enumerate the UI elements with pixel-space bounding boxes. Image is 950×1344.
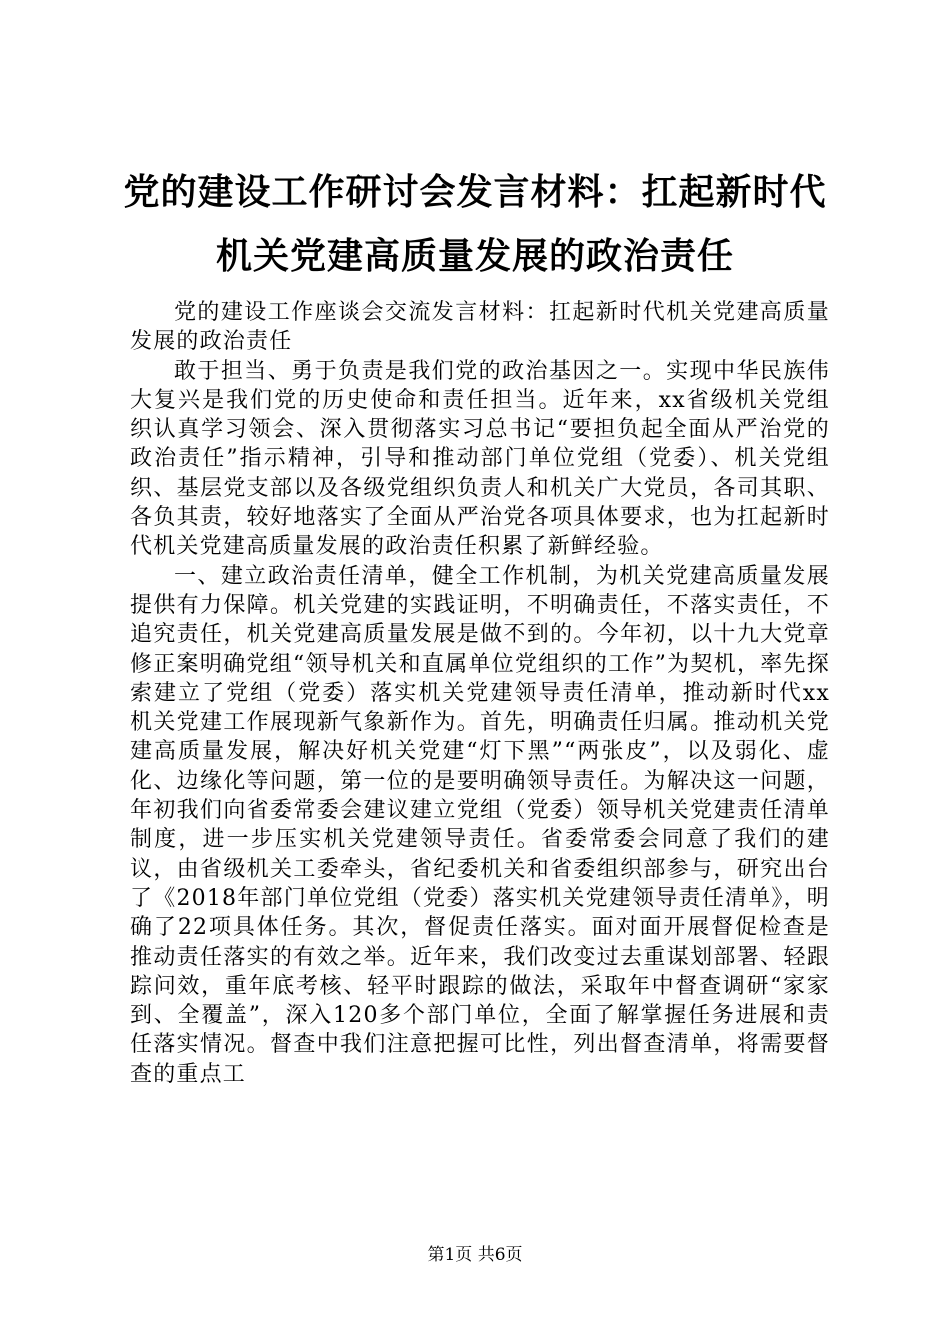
paragraph-subtitle: 党的建设工作座谈会交流发言材料：扛起新时代机关党建高质量发展的政治责任 [130, 300, 830, 355]
document-body [130, 298, 830, 1089]
paragraph-intro: 敢于担当、勇于负责是我们党的政治基因之一。实现中华民族伟大复兴是我们党的历史使命和责任担当。近年来，xx省级机关党组织认真学习领会、深入贯彻落实习总书记“要担负起全面从严治党的政治责任”指示精神，引导和推动部门单位党组（党委）、机关党组织、基层党支部以及各级党组织负责人和机关广大党员，各司其职、各负其责，较好地落实了全面从严治党各项具体要求，也为扛起新时代机关党建高质量发展的政治责任积累了新鲜经验。 [130, 358, 830, 560]
paragraph-section-one: 一、建立政治责任清单，健全工作机制，为机关党建高质量发展提供有力保障。机关党建的实践证明，不明确责任，不落实责任，不追究责任，机关党建高质量发展是做不到的。今年初，以十九大党章修正案明确党组“领导机关和直属单位党组织的工作”为契机，率先探索建立了党组（党委）落实机关党建领导责任清单，推动新时代xx机关党建工作展现新气象新作为。首先，明确责任归属。推动机关党建高质量发展，解决好机关党建“灯下黑”“两张皮”，以及弱化、虚化、边缘化等问题，第一位的是要明确领导责任。为解决这一问题，年初我们向省委常委会建议建立党组（党委）领导机关党建责任清单制度，进一步压实机关党建领导责任。省委常委会同意了我们的建议，由省级机关工委牵头，省纪委机关和省委组织部参与，研究出台了《2018年部门单位党组（党委）落实机关党建领导责任清单》，明确了22项具体任务。其次，督促责任落实。面对面开展督促检查是推动责任落实的有效之举。近年来，我们改变过去重谋划部署、轻跟踪问效，重年底考核、轻平时跟踪的做法，采取年中督查调研“家家到、全覆盖”，深入120多个部门单位，全面了解掌握任务进展和责任落实情况。督查中我们注意把握可比性，列出督查清单，将需要督查的重点工 [130, 563, 830, 1087]
page-number-footer: 第1页 共6页 [427, 1245, 523, 1265]
document-title: 党的建设工作研讨会发言材料：扛起新时代机关党建高质量发展的政治责任 [123, 171, 827, 277]
